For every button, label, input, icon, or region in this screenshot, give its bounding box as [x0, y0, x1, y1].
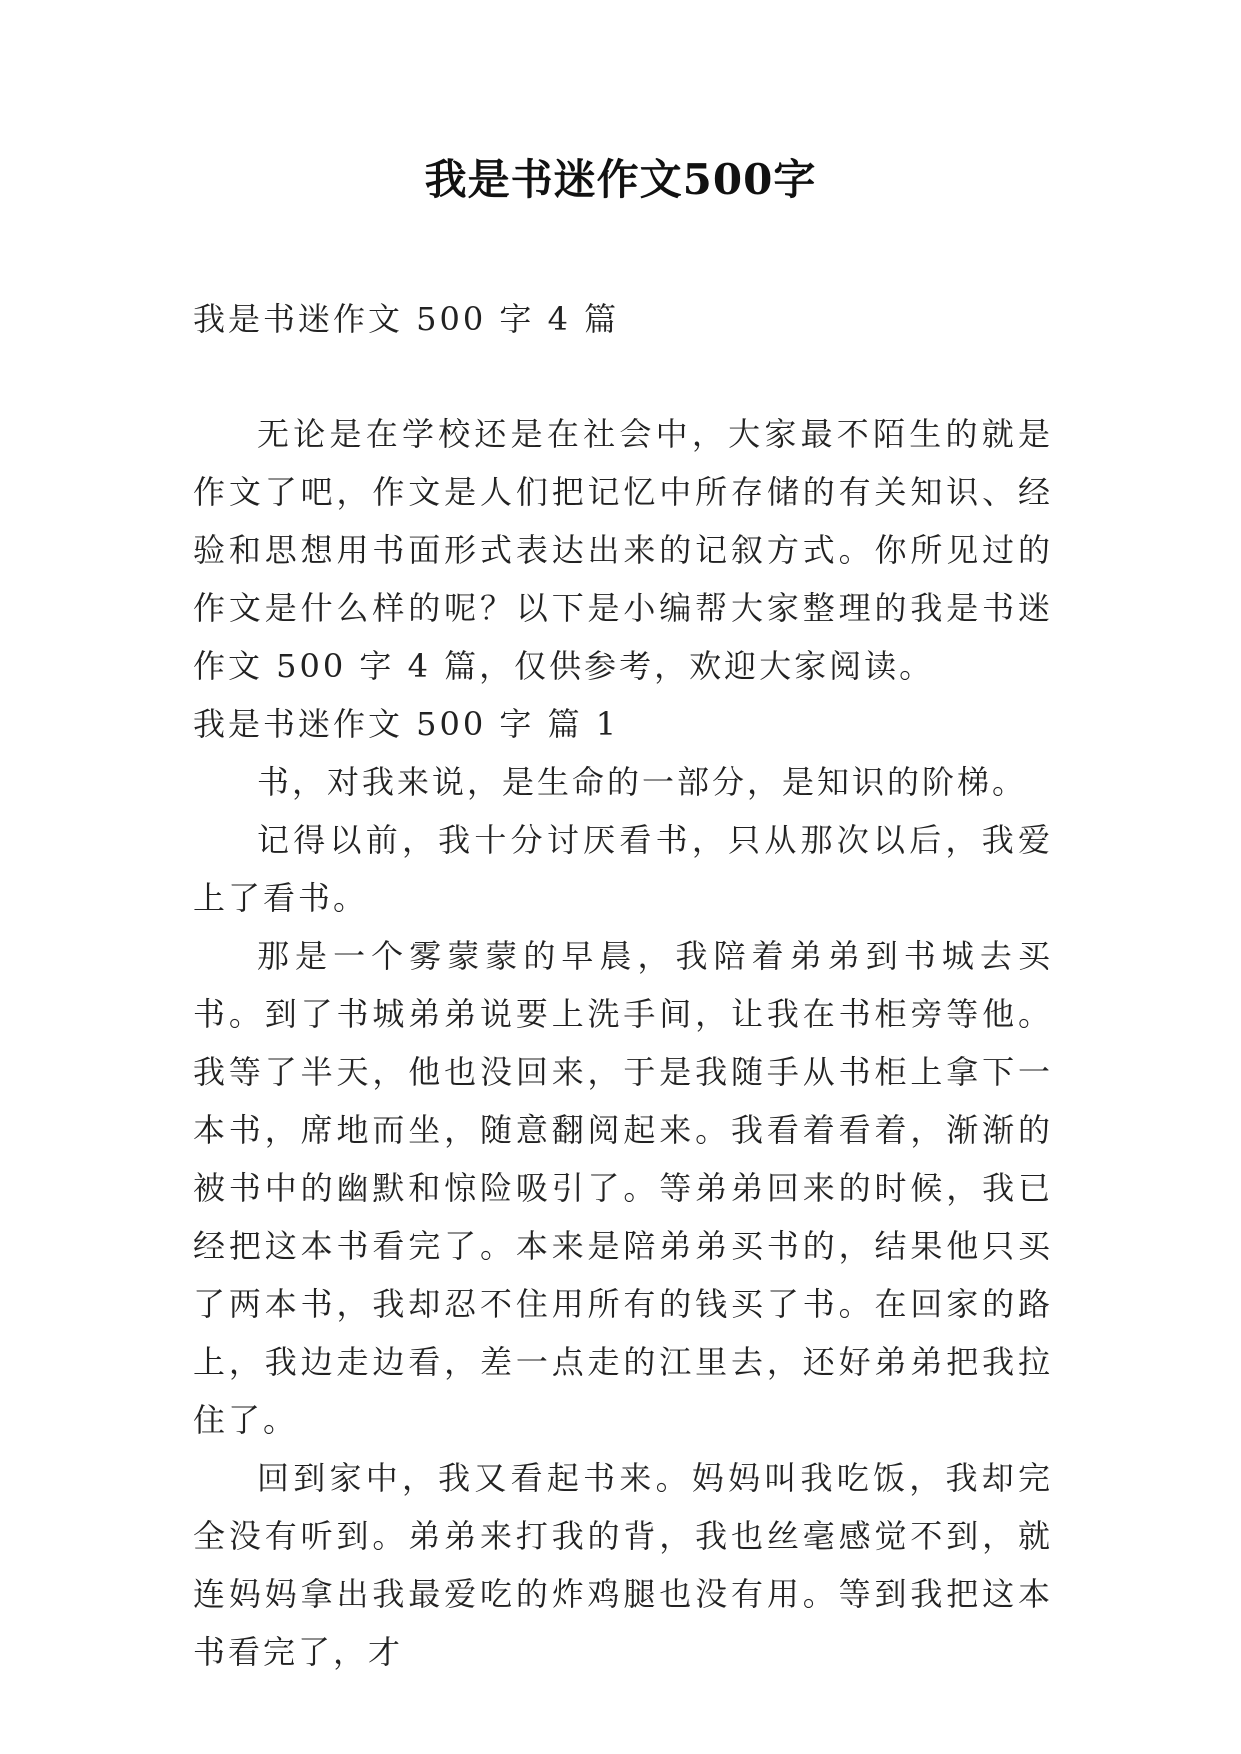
body-paragraph: 记得以前，我十分讨厌看书，只从那次以后，我爱上了看书。	[193, 821, 1053, 917]
document-subtitle: 我是书迷作文 500 字 4 篇	[193, 300, 620, 338]
body-paragraph: 回到家中，我又看起书来。妈妈叫我吃饭，我却完全没有听到。弟弟来打我的背，我也丝毫感觉不到，就连妈妈拿出我最爱吃的炸鸡腿也没有用。等到我把这本书看完了，才	[193, 1459, 1053, 1671]
body-paragraph: 那是一个雾蒙蒙的早晨，我陪着弟弟到书城去买书。到了书城弟弟说要上洗手间，让我在书柜旁等他。我等了半天，他也没回来，于是我随手从书柜上拿下一本书，席地而坐，随意翻阅起来。我看着看着，渐渐的被书中的幽默和惊险吸引了。等弟弟回来的时候，我已经把这本书看完了。本来是陪弟弟买书的，结果他只买了两本书，我却忍不住用所有的钱买了书。在回家的路上，我边走边看，差一点走的江里去，还好弟弟把我拉住了。	[193, 937, 1053, 1439]
document-title: 我是书迷作文500字	[424, 155, 817, 204]
body-paragraph: 书，对我来说，是生命的一部分，是知识的阶梯。	[257, 763, 1028, 801]
intro-paragraph: 无论是在学校还是在社会中，大家最不陌生的就是作文了吧，作文是人们把记忆中所存储的有关知识、经验和思想用书面形式表达出来的记叙方式。你所见过的作文是什么样的呢？以下是小编帮大家整理的我是书迷作文 500 字 4 篇，仅供参考，欢迎大家阅读。	[193, 415, 1053, 685]
section-heading: 我是书迷作文 500 字 篇 1	[193, 705, 620, 743]
document-body	[193, 405, 1053, 1681]
